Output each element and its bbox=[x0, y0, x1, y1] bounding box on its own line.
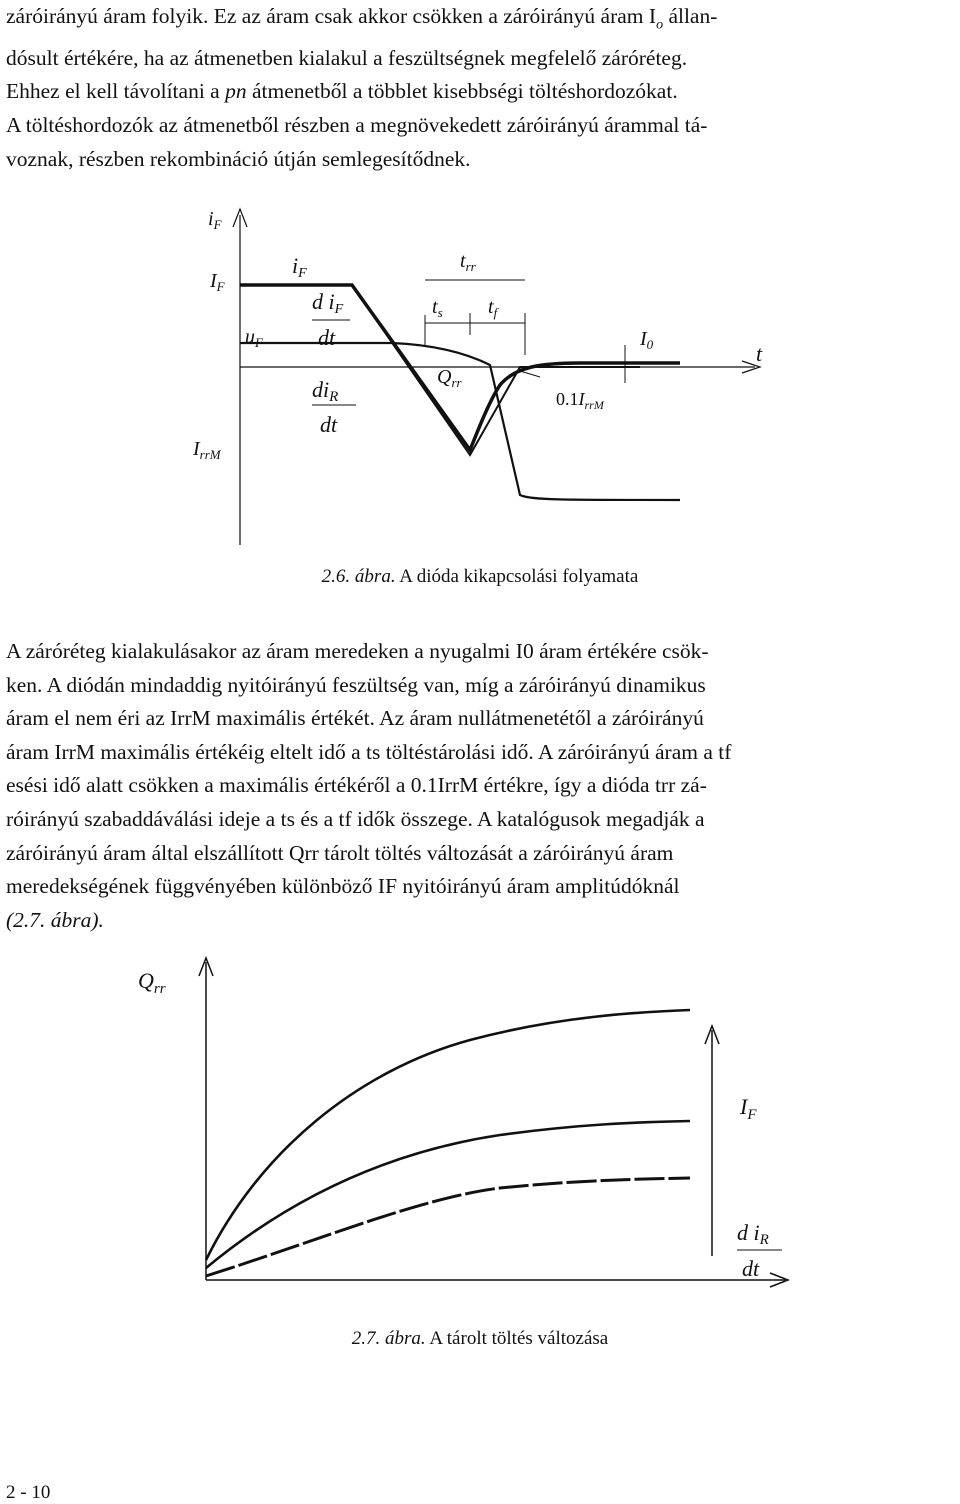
fig2-label-diR-num: d iR bbox=[737, 1220, 769, 1248]
p2-line-1: A záróréteg kialakulásakor az áram meredeken a nyugalmi I0 áram értékére csök- bbox=[6, 639, 709, 663]
fig1-label-diR-den: dt bbox=[320, 412, 338, 437]
fig1-label-Qrr: $Q_{rr}$ bbox=[437, 366, 462, 390]
p1-line-4: A töltéshordozók az átmenetből részben a megnövekedett záróirányú árammal tá- bbox=[6, 113, 708, 138]
figure-1-caption: 2.6. ábra. A dióda kikapcsolási folyamata bbox=[321, 566, 639, 587]
paragraph-1 bbox=[6, 0, 954, 176]
fig1-label-I0: $I_0$ bbox=[640, 328, 654, 352]
fig2-curve-3 bbox=[206, 1178, 690, 1276]
fig1-label-uF: $u_F$ bbox=[245, 326, 263, 350]
figure-2-caption: 2.7. ábra. A tárolt töltés változása bbox=[351, 1328, 609, 1349]
p1-line-5: voznak, részben rekombináció útján semlegesítődnek. bbox=[6, 146, 471, 171]
fig2-label-Qrr: $Q_{rr}$ bbox=[138, 968, 166, 997]
fig1-label-tf: $t_f$ bbox=[488, 296, 498, 320]
fig2-curve-2 bbox=[206, 1121, 690, 1268]
p1-line-2: dósult értékére, ha az átmenetben kialakul a feszültségnek megfelelő záróréteg. bbox=[6, 45, 688, 70]
p2-line-2: ken. A diódán mindaddig nyitóirányú feszültség van, míg a záróirányú dinamikus bbox=[6, 672, 706, 697]
fig1-label-diF-num: d iF bbox=[312, 289, 344, 317]
p2-line-9: (2.7. ábra). bbox=[6, 907, 104, 932]
fig2-label-diR-den: dt bbox=[742, 1256, 760, 1281]
fig2-curve-1 bbox=[206, 1010, 690, 1260]
p2-line-3: áram el nem éri az IrrM maximális értékét. Az áram nullátmenetétől a záróirányú bbox=[6, 706, 704, 731]
p2-line-6: róirányú szabaddáválási ideje a ts és a tf idők összege. A katalógusok megadják a bbox=[6, 806, 705, 831]
p2-line-8: meredekségének függvényében különböző IF nyitóirányú áram amplitúdóknál bbox=[6, 874, 680, 899]
fig1-label-ts: $t_s$ bbox=[432, 296, 443, 320]
fig1-label-IrrM: $I_{rrM}$ bbox=[193, 438, 221, 462]
fig1-label-01IrrM: $0.1I_{rrM}$ bbox=[556, 389, 604, 412]
figure-stored-charge bbox=[0, 950, 960, 1330]
p2-line-7: záróirányú áram által elszállított Qrr tárolt töltés változását a záróirányú áram bbox=[6, 840, 674, 865]
fig1-label-t: t bbox=[756, 341, 763, 366]
paragraph-2 bbox=[6, 635, 954, 937]
fig1-label-trr: $t_{rr}$ bbox=[460, 250, 476, 274]
fig1-label-IF: $I_F$ bbox=[210, 270, 225, 294]
p1-line-3: Ehhez el kell távolítani a pn átmenetből a többlet kisebbségi töltéshordozókat. bbox=[6, 79, 678, 104]
p2-line-4: áram IrrM maximális értékéig eltelt idő a ts töltéstárolási idő. A záróirányú áram a tf bbox=[6, 739, 732, 764]
p2-line-5: esési idő alatt csökken a maximális értékéről a 0.1IrrM értékre, így a dióda trr zá- bbox=[6, 773, 707, 798]
fig2-label-IF: $I_F$ bbox=[740, 1094, 757, 1123]
fig1-01irrm-arrow bbox=[520, 371, 540, 377]
fig1-label-diR-num: diR bbox=[312, 377, 339, 405]
fig1-label-iF-axis: $i_F$ bbox=[208, 208, 222, 232]
fig1-label-diF-den: dt bbox=[318, 325, 336, 350]
page-number: 2 - 10 bbox=[6, 1482, 51, 1503]
p1-line-1: záróirányú áram folyik. Ez az áram csak akkor csökken a záróirányú áram $I_o$ állan- bbox=[6, 4, 718, 33]
figure-diode-turnoff bbox=[0, 195, 960, 615]
fig1-label-iF-inner: iF bbox=[292, 253, 307, 281]
